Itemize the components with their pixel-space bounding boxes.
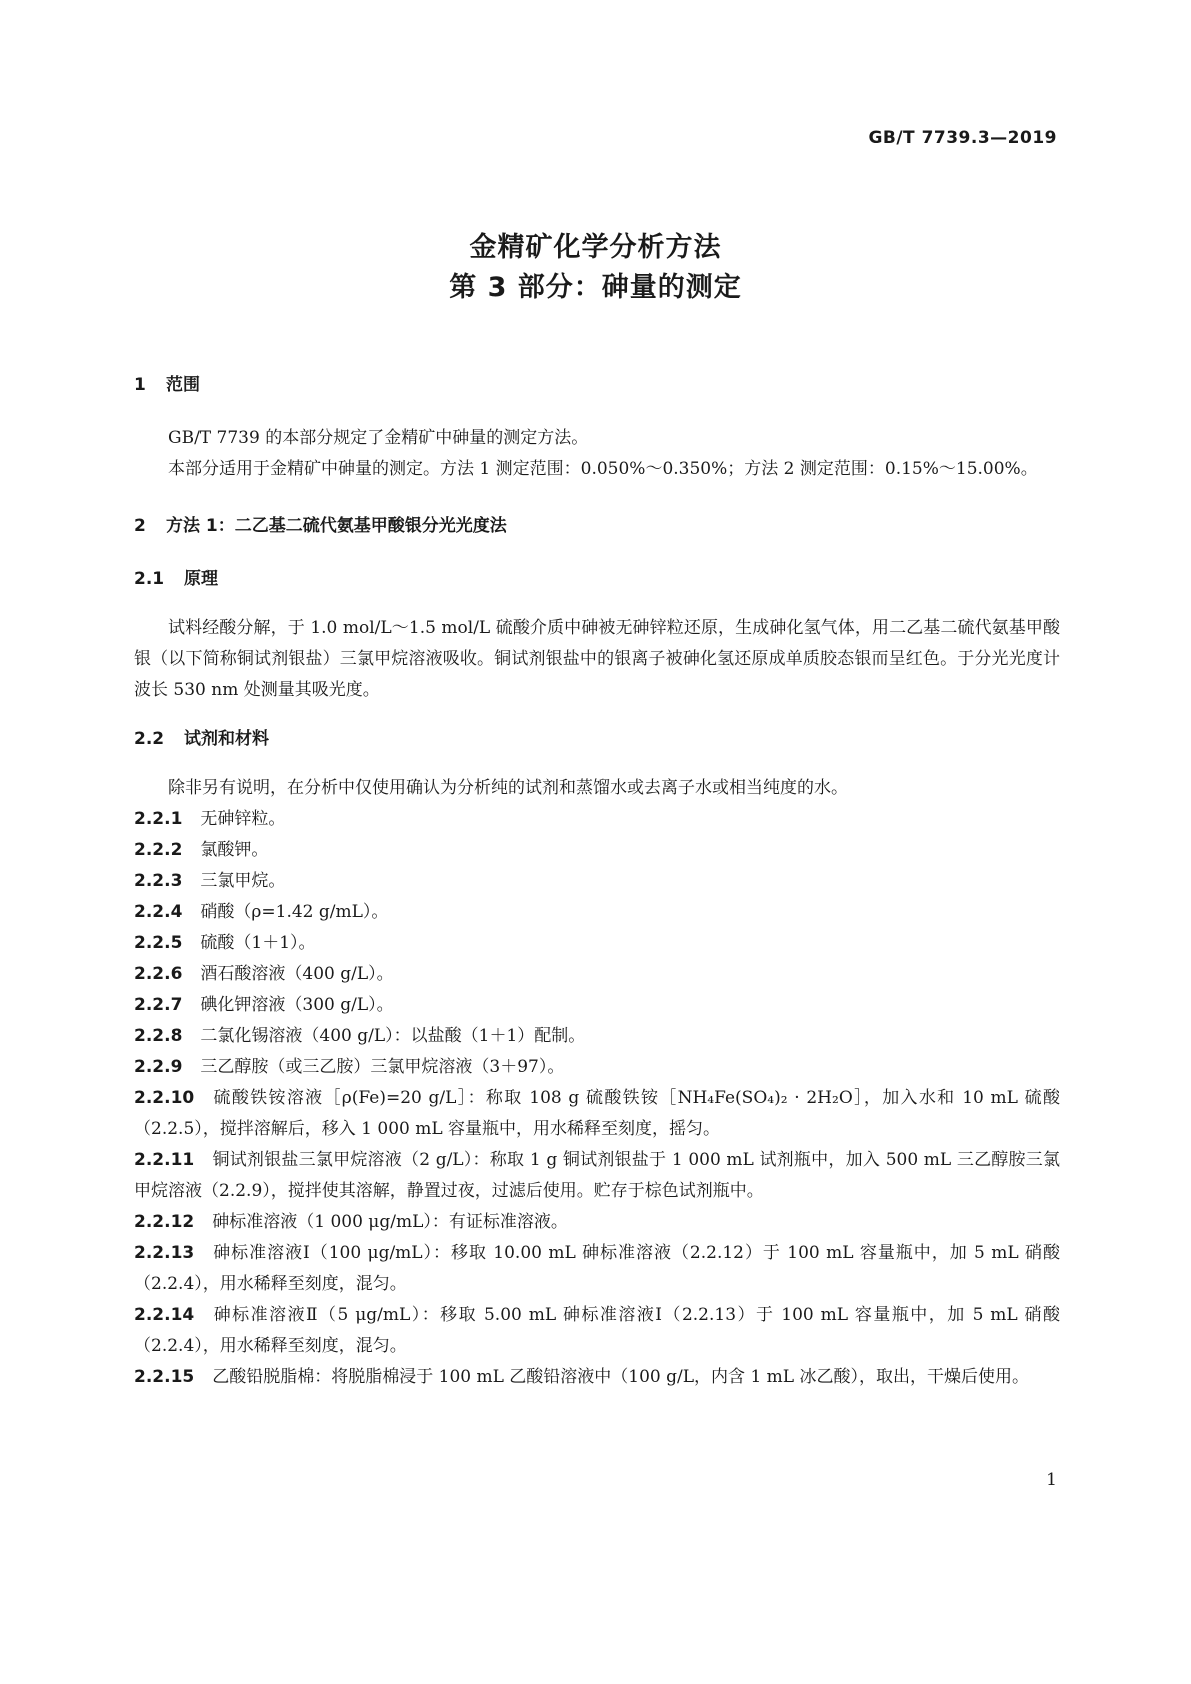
list-item xyxy=(134,990,1060,1021)
list-item xyxy=(134,1238,1060,1300)
item-number: 2.2.11 xyxy=(134,1150,195,1170)
list-item xyxy=(134,804,1060,835)
item-text: 三乙醇胺（或三乙胺）三氯甲烷溶液（3＋97）。 xyxy=(200,1057,565,1077)
list-item xyxy=(134,1145,1060,1207)
document-body xyxy=(134,370,1060,1393)
paragraph: 试料经酸分解，于 1.0 mol/L～1.5 mol/L 硫酸介质中砷被无砷锌粒还原，生成砷化氢气体，用二乙基二硫代氨基甲酸银（以下简称铜试剂银盐）三氯甲烷溶液吸收。铜试剂银盐中的银离子被砷化氢还原成单质胶态银而呈红色。于分光光度计波长 530 nm 处测量其吸光度。 xyxy=(134,618,1060,700)
subsection-number: 2.2 xyxy=(134,729,165,749)
item-text: 砷标准溶液Ⅱ（5 μg/mL）：移取 5.00 mL 砷标准溶液Ⅰ（2.2.13）于 100 mL 容量瓶中，加 5 mL 硝酸（2.2.4），用水稀释至刻度，混匀。 xyxy=(134,1305,1060,1356)
list-item xyxy=(134,1021,1060,1052)
list-item xyxy=(134,1300,1060,1362)
section-number: 1 xyxy=(134,375,146,395)
list-item xyxy=(134,897,1060,928)
item-text: 三氯甲烷。 xyxy=(200,871,286,891)
item-text: 硫酸铁铵溶液［ρ(Fe)=20 g/L］：称取 108 g 硫酸铁铵［NH₄Fe(SO₄)₂ · 2H₂O］，加入水和 10 mL 硫酸（2.2.5），搅拌溶解后，移入 1 000 mL 容量瓶中，用水稀释至刻度，摇匀。 xyxy=(134,1088,1060,1139)
list-item xyxy=(134,1362,1060,1393)
section-1-heading xyxy=(134,370,1060,401)
item-number: 2.2.14 xyxy=(134,1305,195,1325)
subsection-title: 试剂和材料 xyxy=(184,729,269,749)
page-number: 1 xyxy=(1046,1470,1057,1490)
document-title xyxy=(0,228,1191,308)
item-number: 2.2.15 xyxy=(134,1367,195,1387)
subsection-title: 原理 xyxy=(184,569,218,589)
list-item xyxy=(134,959,1060,990)
item-text: 砷标准溶液（1 000 μg/mL）：有证标准溶液。 xyxy=(212,1212,568,1232)
list-item xyxy=(134,928,1060,959)
list-item xyxy=(134,1207,1060,1238)
item-number: 2.2.6 xyxy=(134,964,183,984)
item-number: 2.2.13 xyxy=(134,1243,195,1263)
subsection-2-2-heading xyxy=(134,724,1060,755)
list-item xyxy=(134,866,1060,897)
subsection-2-1-heading xyxy=(134,564,1060,595)
item-number: 2.2.1 xyxy=(134,809,183,829)
item-number: 2.2.5 xyxy=(134,933,183,953)
item-text: 砷标准溶液Ⅰ（100 μg/mL）：移取 10.00 mL 砷标准溶液（2.2.12）于 100 mL 容量瓶中，加 5 mL 硝酸（2.2.4），用水稀释至刻度，混匀。 xyxy=(134,1243,1060,1294)
item-text: 二氯化锡溶液（400 g/L）：以盐酸（1＋1）配制。 xyxy=(200,1026,586,1046)
section-2-heading xyxy=(134,511,1060,542)
reagent-list xyxy=(134,804,1060,1393)
item-text: 碘化钾溶液（300 g/L）。 xyxy=(200,995,394,1015)
section-title: 范围 xyxy=(166,375,200,395)
item-text: 铜试剂银盐三氯甲烷溶液（2 g/L）：称取 1 g 铜试剂银盐于 1 000 mL 试剂瓶中，加入 500 mL 三乙醇胺三氯甲烷溶液（2.2.9），搅拌使其溶解，静置过夜，过滤后使用。贮存于棕色试剂瓶中。 xyxy=(134,1150,1060,1201)
subsection-number: 2.1 xyxy=(134,569,165,589)
item-number: 2.2.9 xyxy=(134,1057,183,1077)
list-item xyxy=(134,835,1060,866)
standard-code: GB/T 7739.3—2019 xyxy=(868,128,1057,148)
item-text: 乙酸铅脱脂棉：将脱脂棉浸于 100 mL 乙酸铅溶液中（100 g/L，内含 1 mL 冰乙酸），取出，干燥后使用。 xyxy=(212,1367,1029,1387)
item-number: 2.2.8 xyxy=(134,1026,183,1046)
item-text: 硝酸（ρ=1.42 g/mL）。 xyxy=(200,902,389,922)
item-text: 硫酸（1＋1）。 xyxy=(200,933,316,953)
item-number: 2.2.10 xyxy=(134,1088,195,1108)
item-text: 氯酸钾。 xyxy=(200,840,269,860)
paragraph: GB/T 7739 的本部分规定了金精矿中砷量的测定方法。 xyxy=(168,428,589,448)
item-number: 2.2.3 xyxy=(134,871,183,891)
item-number: 2.2.12 xyxy=(134,1212,195,1232)
list-item xyxy=(134,1083,1060,1145)
title-line-2: 第 3 部分：砷量的测定 xyxy=(449,272,742,303)
paragraph: 除非另有说明，在分析中仅使用确认为分析纯的试剂和蒸馏水或去离子水或相当纯度的水。 xyxy=(168,778,848,798)
section-title: 方法 1：二乙基二硫代氨基甲酸银分光光度法 xyxy=(166,516,507,536)
paragraph: 本部分适用于金精矿中砷量的测定。方法 1 测定范围：0.050%～0.350%；方法 2 测定范围：0.15%～15.00%。 xyxy=(168,459,1038,479)
item-number: 2.2.7 xyxy=(134,995,183,1015)
list-item xyxy=(134,1052,1060,1083)
item-number: 2.2.2 xyxy=(134,840,183,860)
item-text: 酒石酸溶液（400 g/L）。 xyxy=(200,964,394,984)
title-line-1: 金精矿化学分析方法 xyxy=(469,232,722,263)
item-text: 无砷锌粒。 xyxy=(200,809,286,829)
section-number: 2 xyxy=(134,516,146,536)
item-number: 2.2.4 xyxy=(134,902,183,922)
